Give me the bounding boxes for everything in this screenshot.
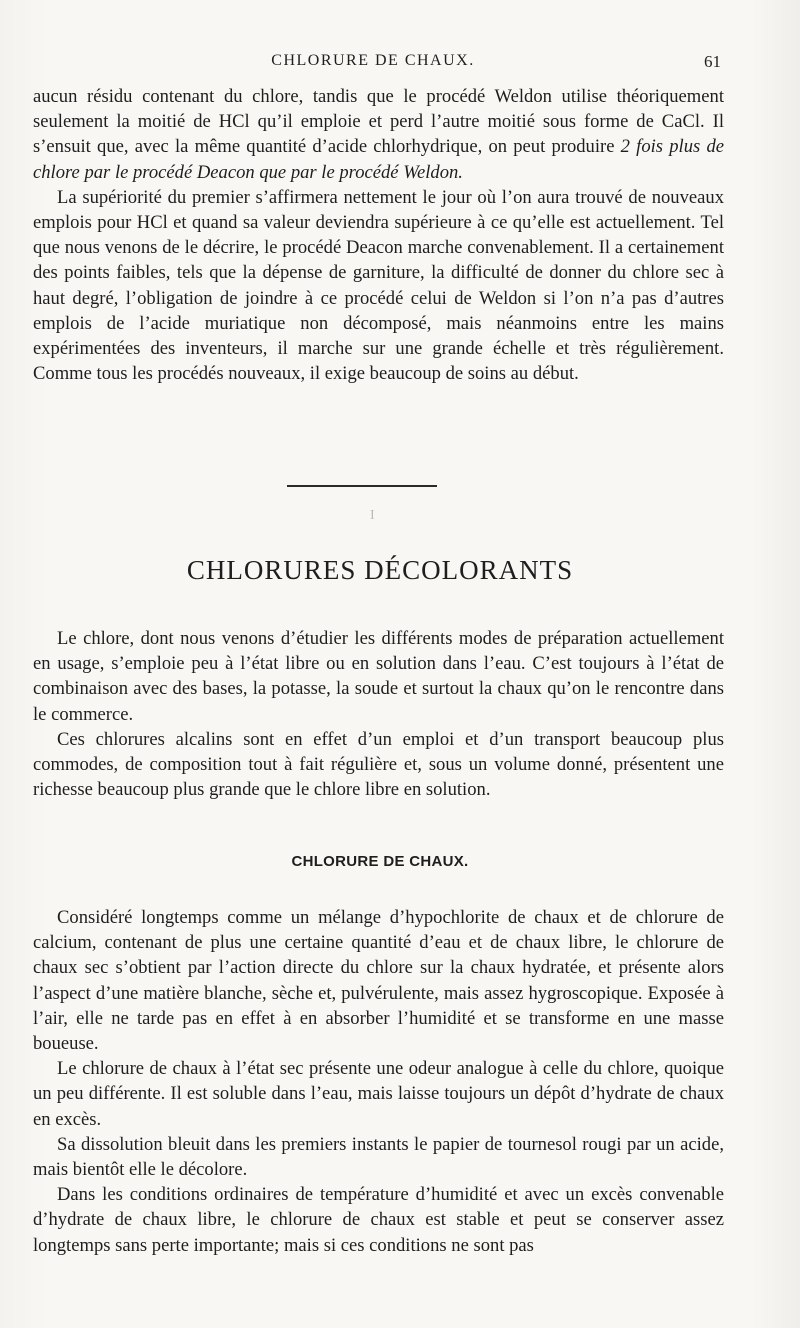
paragraph-text: Dans les conditions ordinaires de température d’humidité et avec un excès convenable d’hydrate de chaux libre, le chlorure de chaux est stable et peut se conserver assez longtemps sans perte importante; mais si ces conditions ne sont pas: [33, 1184, 724, 1256]
paragraph: [33, 1182, 724, 1258]
paragraph: [33, 84, 724, 185]
paragraph-text: Considéré longtemps comme un mélange d’hypochlorite de chaux et de chlorure de calcium, contenant de plus une certaine quantité d’eau et de chaux libre, le chlorure de chaux sec s’obtient par l’action directe du chlore sur la chaux hydratée, et présente alors l’aspect d’une matière blanche, sèche et, pulvérulente, mais assez hygroscopique. Exposée à l’air, elle ne tarde pas en effet à en absorber l’humidité et se transforme en une masse boueuse.: [33, 907, 724, 1055]
paragraph-text: Le chlore, dont nous venons d’étudier les différents modes de préparation actuellement en usage, s’emploie peu à l’état libre ou en solution dans l’eau. C’est toujours à l’état de combinaison avec des bases, la potasse, la soude et surtout la chaux qu’on le rencontre dans le commerce.: [33, 628, 724, 725]
paragraph-text: Le chlorure de chaux à l’état sec présente une odeur analogue à celle du chlore, quoique un peu différente. Il est soluble dans l’eau, mais laisse toujours un dépôt d’hydrate de chaux en excès.: [33, 1058, 724, 1130]
emphasis-text: 2 fois plus de chlore par le procédé Deacon que par le procédé Weldon.: [33, 136, 724, 183]
paragraph-text: aucun résidu contenant du chlore, tandis que le procédé Weldon utilise théoriquement seulement la moitié de HCl qu’il emploie et perd l’autre moitié sous forme de CaCl. Il s’ensuit que, avec la même quantité d’acide chlorhydrique, on peut produire: [33, 86, 724, 158]
paragraph: [33, 626, 724, 727]
body-text-block-1: [33, 84, 724, 386]
paragraph: [33, 1132, 724, 1182]
page-number: 61: [704, 52, 721, 71]
paragraph-text: Sa dissolution bleuit dans les premiers instants le papier de tournesol rougi par un acide, mais bientôt elle le décolore.: [33, 1133, 724, 1181]
paragraph: [33, 1056, 724, 1132]
bleed-through-mark: I: [370, 508, 375, 523]
page-header: [33, 52, 721, 78]
body-text-block-3: [33, 905, 724, 1258]
paragraph: [33, 727, 724, 803]
body-text-block-2: [33, 626, 724, 802]
paragraph-text: La supériorité du premier s’affirmera nettement le jour où l’on aura trouvé de nouveaux emplois pour HCl et quand sa valeur deviendra supérieure à ce qu’elle est actuellement. Tel que nous venons de le décrire, le procédé Deacon marche convenablement. Il a certainement des points faibles, tels que la dépense de garniture, la difficulté de donner du chlore sec à haut degré, l’obligation de joindre à ce procédé celui de Weldon si l’on n’a pas d’autres emplois de l’acide muriatique non décomposé, mais néanmoins entre les mains expérimentées des inventeurs, il marche sur une grande échelle et très régulièrement. Comme tous les procédés nouveaux, il exige beaucoup de soins au début.: [33, 186, 724, 385]
running-head: CHLORURE DE CHAUX.: [271, 52, 475, 69]
paragraph: [33, 905, 724, 1056]
paragraph: [33, 185, 724, 387]
section-divider: [287, 485, 437, 487]
paragraph-text: Ces chlorures alcalins sont en effet d’un emploi et d’un transport beaucoup plus commodes, de composition tout à fait régulière et, sous un volume donné, présentent une richesse beaucoup plus grande que le chlore libre en solution.: [33, 728, 724, 801]
section-title: CHLORURES DÉCOLORANTS: [186, 555, 574, 585]
subsection-title: CHLORURE DE CHAUX.: [291, 853, 469, 870]
